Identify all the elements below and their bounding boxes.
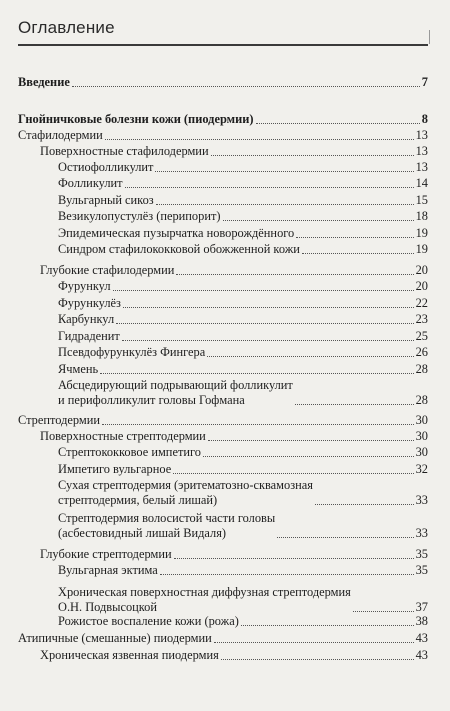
toc-page-number: 19 [415, 226, 428, 240]
toc-entry [40, 648, 428, 663]
toc-entry [58, 563, 428, 578]
toc-page-number: 38 [415, 614, 428, 628]
toc-entry-title: Стрептодермии [18, 413, 100, 427]
toc-entry-title-line: Хроническая поверхностная диффузная стрептодермия [58, 585, 351, 599]
dot-leader [123, 307, 414, 308]
dot-leader [100, 373, 413, 374]
toc-page-number: 37 [415, 600, 428, 614]
toc-page-number: 23 [415, 312, 428, 326]
dot-leader [72, 86, 420, 87]
toc-entry-title [58, 511, 275, 541]
dot-leader [302, 253, 414, 254]
dot-leader [174, 558, 414, 559]
toc-entry [58, 279, 428, 294]
toc-entry [58, 176, 428, 191]
toc-entry-title-line: и перифолликулит головы Гофмана [58, 393, 245, 407]
toc-entry-title-line: Сухая стрептодермия (эритематозно-сквамозная [58, 478, 313, 492]
dot-leader [125, 187, 414, 188]
dot-leader [256, 123, 420, 124]
toc-page-number: 35 [415, 547, 428, 561]
toc-page-number: 20 [415, 263, 428, 277]
toc-entry-title: Введение [18, 75, 70, 89]
dot-leader [211, 155, 414, 156]
toc-page-number: 33 [415, 493, 428, 507]
toc-entry-title [58, 378, 293, 408]
dot-leader [173, 473, 413, 474]
toc-entry-title: Атипичные (смешанные) пиодермии [18, 631, 212, 645]
toc-entry-title [58, 585, 351, 615]
toc-entry-title: Вульгарная эктима [58, 563, 158, 577]
toc-entry [58, 362, 428, 377]
toc-entry [58, 242, 428, 257]
toc-entry-title-line: О.Н. Подвысоцкой [58, 600, 157, 614]
toc-entry [18, 128, 428, 143]
toc-entry-title: Стафилодермии [18, 128, 103, 142]
toc-page-number: 33 [415, 526, 428, 540]
toc-entry-title: Везикулопустулёз (перипорит) [58, 209, 221, 223]
dot-leader [105, 139, 414, 140]
toc-entry [58, 345, 428, 360]
toc-page-number: 25 [415, 329, 428, 343]
toc-entry [58, 614, 428, 629]
toc-entry-title: Фурункулёз [58, 296, 121, 310]
toc-page-number: 20 [415, 279, 428, 293]
toc-entry-title: Вульгарный сикоз [58, 193, 154, 207]
toc-page-number: 13 [415, 144, 428, 158]
toc-page-number: 28 [415, 362, 428, 376]
toc-page-number: 13 [415, 160, 428, 174]
toc-page-number: 28 [415, 393, 428, 407]
dot-leader [214, 642, 414, 643]
dot-leader [241, 625, 414, 626]
toc-page-number: 43 [415, 648, 428, 662]
toc-entry-title: Рожистое воспаление кожи (рожа) [58, 614, 239, 628]
toc-entry [58, 478, 428, 508]
toc-entry-title: Эпидемическая пузырчатка новорождённого [58, 226, 295, 240]
toc-entry [40, 144, 428, 159]
dot-leader [176, 274, 413, 275]
toc-entry [58, 462, 428, 477]
toc-entry [58, 511, 428, 541]
toc-entry-title: Поверхностные стрептодермии [40, 429, 206, 443]
dot-leader [277, 537, 413, 538]
toc-entry-title: Глубокие стрептодермии [40, 547, 172, 561]
toc-entry [58, 378, 428, 408]
dot-leader [122, 340, 414, 341]
toc-entry-title: Фурункул [58, 279, 111, 293]
toc-entry-title: Хроническая язвенная пиодермия [40, 648, 219, 662]
toc-page-number: 30 [415, 413, 428, 427]
toc-entry-title-line: (асбестовидный лишай Видаля) [58, 526, 227, 540]
dot-leader [116, 323, 413, 324]
toc-entry-title: Гидраденит [58, 329, 120, 343]
dot-leader [155, 171, 413, 172]
toc-entry [58, 193, 428, 208]
toc-page-number: 7 [421, 75, 428, 89]
toc-entry-title: Псевдофурункулёз Фингера [58, 345, 206, 359]
toc-page-number: 35 [415, 563, 428, 577]
toc-page-number: 26 [415, 345, 428, 359]
toc-entry [58, 209, 428, 224]
dot-leader [156, 204, 414, 205]
corner-mark [424, 30, 430, 44]
dot-leader [221, 659, 414, 660]
toc-entry [58, 329, 428, 344]
page-title: Оглавление [18, 18, 115, 37]
toc-entry-title: Гнойничковые болезни кожи (пиодермии) [18, 112, 254, 126]
toc-entry [18, 112, 428, 127]
toc-entry-title-line: стрептодермия, белый лишай) [58, 493, 218, 507]
dot-leader [208, 440, 414, 441]
toc-entry-title: Поверхностные стафилодермии [40, 144, 209, 158]
dot-leader [353, 611, 414, 612]
toc-entry [18, 631, 428, 646]
dot-leader [223, 220, 414, 221]
dot-leader [207, 356, 413, 357]
toc-entry-title-line: Стрептодермия волосистой части головы [58, 511, 276, 525]
toc-page-number: 30 [415, 445, 428, 459]
toc-entry [58, 226, 428, 241]
toc-entry-title: Ячмень [58, 362, 99, 376]
dot-leader [102, 424, 414, 425]
toc-entry-title: Синдром стафилококковой обожженной кожи [58, 242, 300, 256]
dot-leader [296, 237, 413, 238]
toc-entry-title: Карбункул [58, 312, 115, 326]
toc-page-number: 14 [415, 176, 428, 190]
toc-entry [58, 296, 428, 311]
title-rule [18, 44, 428, 46]
toc-entry [40, 263, 428, 278]
toc-page-number: 8 [421, 112, 428, 126]
toc-entry [58, 160, 428, 175]
toc-page-number: 22 [415, 296, 428, 310]
dot-leader [203, 456, 414, 457]
toc-entry [18, 75, 428, 90]
toc-entry [40, 547, 428, 562]
toc-page-number: 30 [415, 429, 428, 443]
dot-leader [315, 504, 414, 505]
toc-page-number: 15 [415, 193, 428, 207]
toc-entry [18, 413, 428, 428]
toc-entry-title: Импетиго вульгарное [58, 462, 172, 476]
dot-leader [113, 290, 414, 291]
dot-leader [160, 574, 414, 575]
toc-page-number: 43 [415, 631, 428, 645]
toc-entry-title: Глубокие стафилодермии [40, 263, 175, 277]
toc-entry-title: Стрептококковое импетиго [58, 445, 201, 459]
toc-entry [40, 429, 428, 444]
toc-entry [58, 312, 428, 327]
toc-page-number: 19 [415, 242, 428, 256]
toc-page-number: 18 [415, 209, 428, 223]
toc-entry-title: Остиофолликулит [58, 160, 154, 174]
toc-entry-title [58, 478, 313, 508]
toc-entry-title: Фолликулит [58, 176, 123, 190]
toc-entry [58, 445, 428, 460]
dot-leader [295, 404, 414, 405]
toc-entry-title-line: Абсцедирующий подрывающий фолликулит [58, 378, 293, 392]
toc-page-number: 13 [415, 128, 428, 142]
toc-page-number: 32 [415, 462, 428, 476]
toc-entry [58, 585, 428, 615]
